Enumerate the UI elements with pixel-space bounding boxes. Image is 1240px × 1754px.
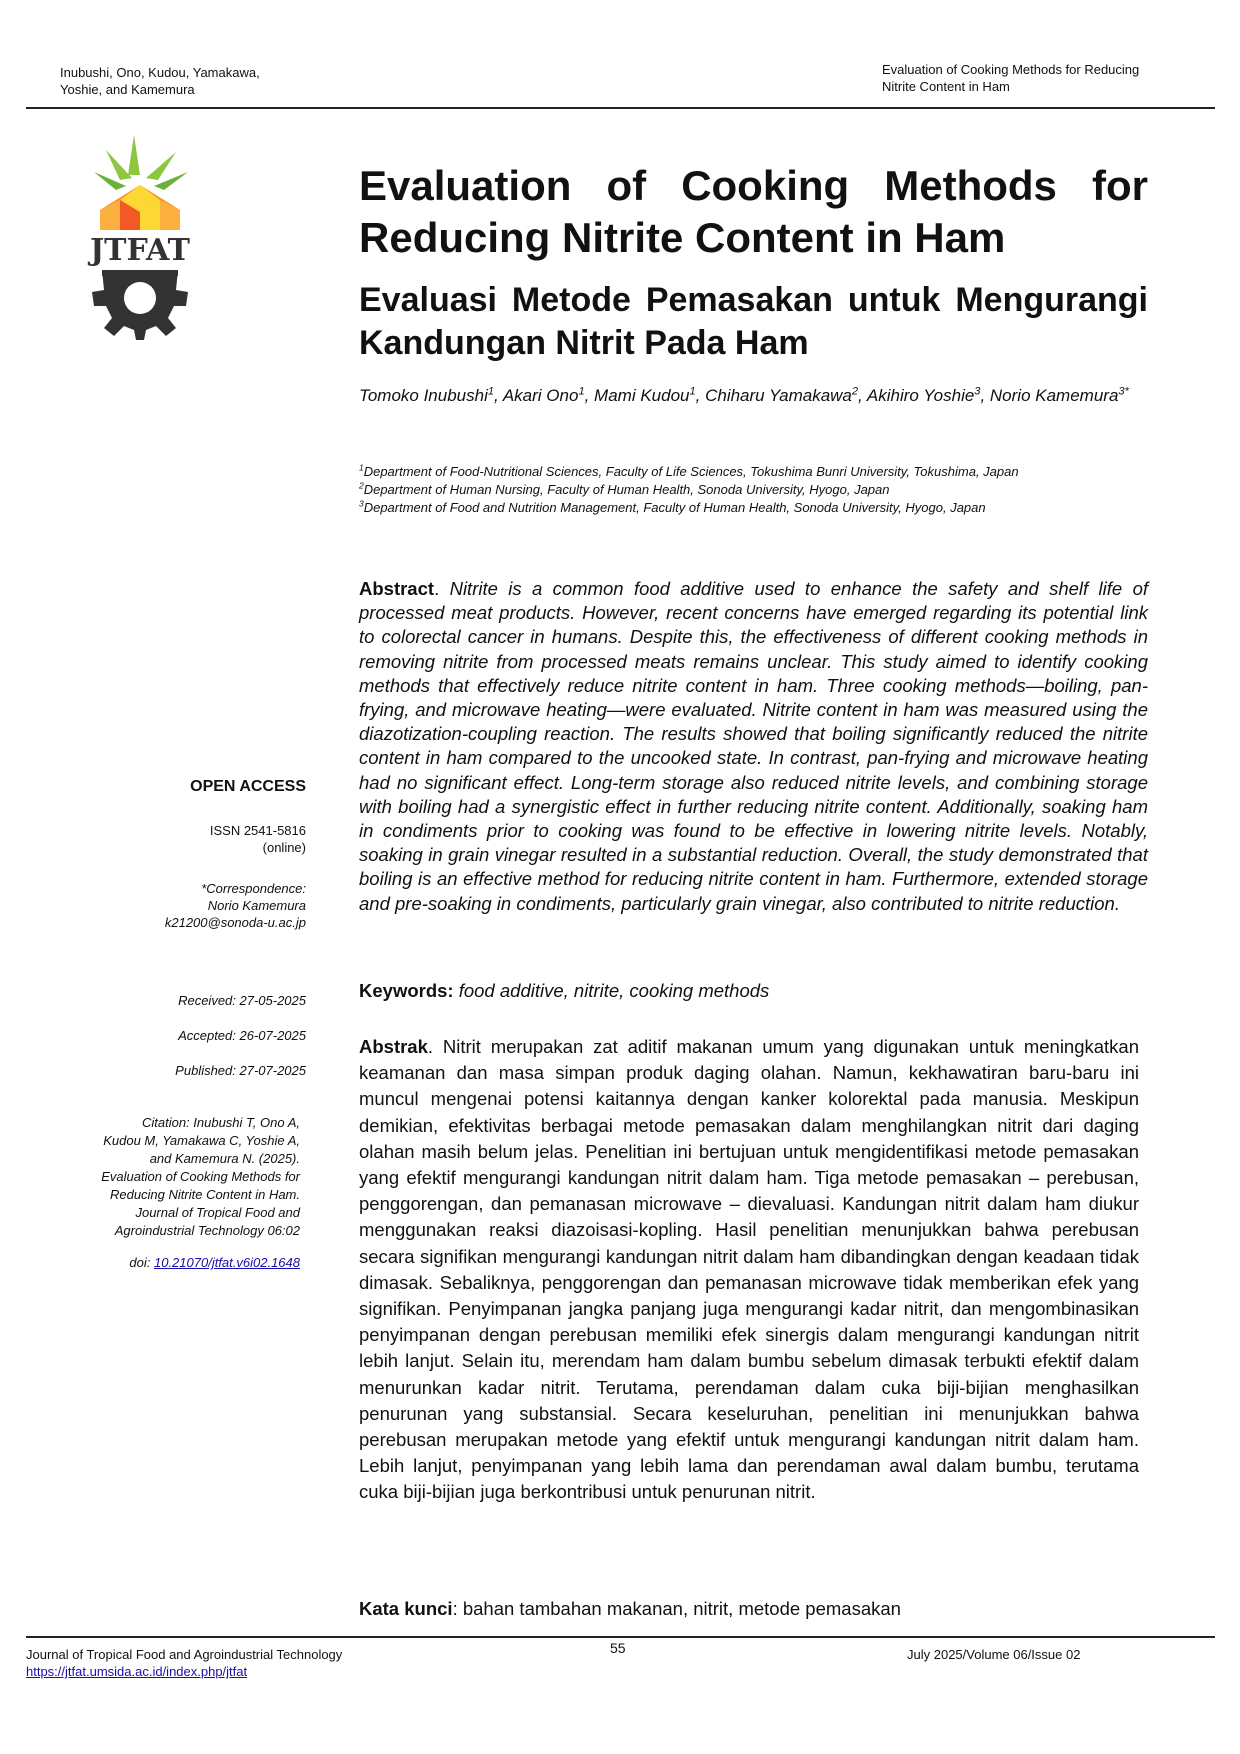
footer-divider — [26, 1636, 1215, 1638]
author-affil-sup: 1 — [689, 385, 696, 398]
header-title-line2: Nitrite Content in Ham — [882, 79, 1010, 94]
abstrak-label: Abstrak — [359, 1036, 428, 1057]
published-date: Published: 27-07-2025 — [175, 1063, 306, 1078]
header-authors-line2: Yoshie, and Kamemura — [60, 82, 195, 97]
abstract-english: Abstract. Nitrite is a common food additive used to enhance the safety and shelf life of processed meat products. However, recent concerns have emerged regarding its potential link to colorectal cancer in humans. Despite this, the effectiveness of different cooking methods in removing nitrite from processed meats remains unclear. This study aimed to identify cooking methods that effectively reduce nitrite content in ham. Three cooking methods—boiling, pan-frying, and microwave heating—were evaluated. Nitrite content in ham was measured using the diazotization-coupling reaction. The results showed that boiling significantly reduced the nitrite content in ham compared to the uncooked state. In contrast, pan-frying and microwave heating had no significant effect. Long-term storage also reduced nitrite levels, and combining storage with boiling had a synergistic effect in further reducing nitrite content. Additionally, soaking ham in condiments prior to cooking was found to be effective in lowering nitrite levels. Notably, soaking in grain vinegar resulted in a substantial reduction. Overall, the study demonstrated that boiling is an effective method for reducing nitrite content in ham. Furthermore, extended storage and pre-soaking in condiments, particularly grain vinegar, also contributed to nitrite reduction. — [359, 578, 1148, 914]
footer-issue-info: July 2025/Volume 06/Issue 02 — [907, 1647, 1081, 1662]
author-name: Tomoko Inubushi — [359, 386, 488, 405]
header-divider — [26, 107, 1215, 109]
affiliation-item: $^1$Department of Food-Nutritional Sciences, Faculty of Life Sciences, Tokushima Bunri University, Tokushima, Japan — [359, 462, 1019, 479]
correspondence-email: k21200@sonoda-u.ac.jp — [164, 915, 306, 930]
header-authors-line1: Inubushi, Ono, Kudou, Yamakawa, — [60, 65, 260, 80]
open-access-label: OPEN ACCESS — [190, 778, 306, 795]
logo-text: JTFAT — [89, 233, 191, 268]
keywords-english — [359, 979, 1148, 1003]
correspondence-info — [165, 880, 306, 931]
article-title-english: Evaluation of Cooking Methods for Reducing Nitrite Content in Ham — [359, 162, 1148, 261]
author-name: Akihiro Yoshie — [866, 386, 975, 405]
header-title-line1: Evaluation of Cooking Methods for Reducing — [882, 62, 1140, 77]
keywords-text: food additive, nitrite, cooking methods — [458, 980, 770, 1001]
affiliation-item: $^2$Department of Human Nursing, Faculty of Human Health, Sonoda University, Hyogo, Japan — [359, 480, 890, 497]
doi-label: doi: — [129, 1255, 154, 1270]
issn-number: ISSN 2541-5816 — [209, 823, 306, 838]
author-affil-sup: 3* — [1118, 385, 1129, 398]
correspondence-name: Norio Kamemura — [207, 898, 306, 913]
correspondence-label: *Correspondence: — [201, 881, 306, 896]
received-date: Received: 27-05-2025 — [178, 993, 306, 1008]
author-name: Chiharu Yamakawa — [705, 386, 852, 405]
abstract-label: Abstract — [359, 578, 435, 599]
author-affil-sup: 3 — [974, 385, 981, 398]
author-name: Norio Kamemura — [989, 386, 1119, 405]
doi-info — [129, 1254, 300, 1271]
author-affil-sup: 2 — [851, 385, 859, 398]
doi-link[interactable]: 10.21070/jtfat.v6i02.1648 — [153, 1255, 300, 1270]
author-affil-sup: 1 — [487, 385, 495, 398]
author-name: Akari Ono — [502, 386, 579, 405]
author-affil-sup: 1 — [578, 385, 585, 398]
kata-kunci-label: Kata kunci — [359, 1598, 453, 1619]
running-header-title — [882, 61, 1139, 95]
keywords-indonesian — [359, 1597, 1148, 1621]
abstrak-body: Nitrit merupakan zat aditif makanan umum yang digunakan untuk meningkatkan keamanan dan masa simpan produk daging olahan. Namun, kekhawatiran baru-baru ini muncul mengenai potensi kaitannya dengan kanker kolorektal pada manusia. Meskipun demikian, efektivitas berbagai metode pemasakan dalam menghilangkan nitrit dari daging olahan masih belum jelas. Penelitian ini bertujuan untuk mengidentifikasi metode pemasakan yang efektif mengurangi kandungan nitrit dalam ham. Tiga metode pemasakan – perebusan, penggorengan, dan pemanasan microwave – dievaluasi. Kandungan nitrit dalam ham diukur menggunakan reaksi diazoisasi-kopling. Hasil penelitian menunjukkan bahwa perebusan secara signifikan mengurangi kandungan nitrit dalam ham dibandingkan dengan keadaan tidak dimasak. Sebaliknya, penggorengan dan pemanasan microwave tidak memberikan efek yang signifikan. Penyimpanan jangka panjang juga mengurangi kadar nitrit, dan mengombinasikan penyimpanan dengan perebusan memiliki efek sinergis dalam mengurangi kandungan nitrit lebih lanjut. Selain itu, merendam ham dalam bumbu sebelum dimasak terbukti efektif dalam menurunkan kadar nitrit. Terutama, perendaman dalam cuka biji-bijian menghasilkan penurunan yang substansial. Secara keseluruhan, penelitian ini menunjukkan bahwa perebusan merupakan metode yang efektif untuk mengurangi kandungan nitrit dalam ham. Lebih lanjut, penyimpanan yang lebih lama dan perendaman awal dalam bumbu, terutama cuka biji-bijian juga berkontribusi untuk penurunan nitrit. — [359, 1036, 1140, 1503]
running-header-authors — [60, 64, 260, 98]
page-number: 55 — [610, 1640, 626, 1656]
keywords-label: Keywords: — [359, 980, 454, 1001]
footer-journal-info — [26, 1646, 342, 1680]
abstract-indonesian: Abstrak. Nitrit merupakan zat aditif makanan umum yang digunakan untuk meningkatkan keamanan dan masa simpan produk daging olahan. Namun, kekhawatiran baru-baru ini muncul mengenai potensi kaitannya dengan kanker kolorektal pada manusia. Meskipun demikian, efektivitas berbagai metode pemasakan dalam menghilangkan nitrit dari daging olahan masih belum jelas. Penelitian ini bertujuan untuk mengidentifikasi metode pemasakan yang efektif mengurangi kandungan nitrit dalam ham. Tiga metode pemasakan – perebusan, penggorengan, dan pemanasan microwave – dievaluasi. Kandungan nitrit dalam ham diukur menggunakan reaksi diazoisasi-kopling. Hasil penelitian menunjukkan bahwa perebusan secara signifikan mengurangi kandungan nitrit dalam ham dibandingkan dengan keadaan tidak dimasak. Sebaliknya, penggorengan dan pemanasan microwave tidak memberikan efek yang signifikan. Penyimpanan jangka panjang juga mengurangi kadar nitrit, dan mengombinasikan penyimpanan dengan perebusan memiliki efek sinergis dalam mengurangi kandungan nitrit lebih lanjut. Selain itu, merendam ham dalam bumbu sebelum dimasak terbukti efektif dalam menurunkan kadar nitrit. Terutama, perendaman dalam cuka biji-bijian menghasilkan penurunan yang substansial. Secara keseluruhan, penelitian ini menunjukkan bahwa perebusan merupakan metode yang efektif untuk mengurangi kandungan nitrit dalam ham. Lebih lanjut, penyimpanan yang lebih lama dan perendaman awal dalam bumbu, terutama cuka biji-bijian juga berkontribusi untuk penurunan nitrit. — [359, 1036, 1140, 1503]
footer-journal-name: Journal of Tropical Food and Agroindustrial Technology — [26, 1647, 343, 1662]
footer-journal-url[interactable]: https://jtfat.umsida.ac.id/index.php/jtfat — [26, 1664, 248, 1679]
author-name: Mami Kudou — [594, 386, 690, 405]
jtfat-logo — [80, 130, 200, 340]
article-title-indonesian: Evaluasi Metode Pemasakan untuk Mengurangi Kandungan Nitrit Pada Ham — [359, 281, 1148, 362]
citation-block: Citation: Inubushi T, Ono A, Kudou M, Yamakawa C, Yoshie A, and Kamemura N. (2025). Evaluation of Cooking Methods for Reducing Nitrite Content in Ham. Journal of Tropical Food and Agroindustrial Technology 06:02 — [101, 1115, 300, 1238]
issn-info — [126, 822, 306, 856]
abstract-body: Nitrite is a common food additive used to enhance the safety and shelf life of processed meat products. However, recent concerns have emerged regarding its potential link to colorectal cancer in humans. Despite this, the effectiveness of different cooking methods in removing nitrite from processed meats remains unclear. This study aimed to identify cooking methods that effectively reduce nitrite content in ham. Three cooking methods—boiling, pan-frying, and microwave heating—were evaluated. Nitrite content in ham was measured using the diazotization-coupling reaction. The results showed that boiling significantly reduced the nitrite content in ham compared to the uncooked state. In contrast, pan-frying and microwave heating had no significant effect. Long-term storage also reduced nitrite levels, and combining storage with boiling had a synergistic effect in further reducing nitrite content. Additionally, soaking ham in condiments prior to cooking was found to be effective in lowering nitrite levels. Notably, soaking in grain vinegar resulted in a substantial reduction. Overall, the study demonstrated that boiling is an effective method for reducing nitrite content in ham. Furthermore, extended storage and pre-soaking in condiments, particularly grain vinegar, also contributed to nitrite reduction. — [359, 578, 1148, 914]
issn-type: (online) — [262, 840, 306, 855]
affiliation-item: $^3$Department of Food and Nutrition Management, Faculty of Human Health, Sonoda University, Hyogo, Japan — [359, 498, 986, 515]
author-list: Tomoko Inubushi$^1$, Akari Ono$^1$, Mami Kudou$^1$, Chiharu Yamakawa$^2$, Akihiro Yoshie$^3$, Norio Kamemura$^{3*}$ — [359, 385, 1129, 405]
kata-kunci-text: : bahan tambahan makanan, nitrit, metode pemasakan — [452, 1598, 901, 1619]
accepted-date: Accepted: 26-07-2025 — [178, 1028, 306, 1043]
affiliation-list — [359, 463, 1159, 517]
